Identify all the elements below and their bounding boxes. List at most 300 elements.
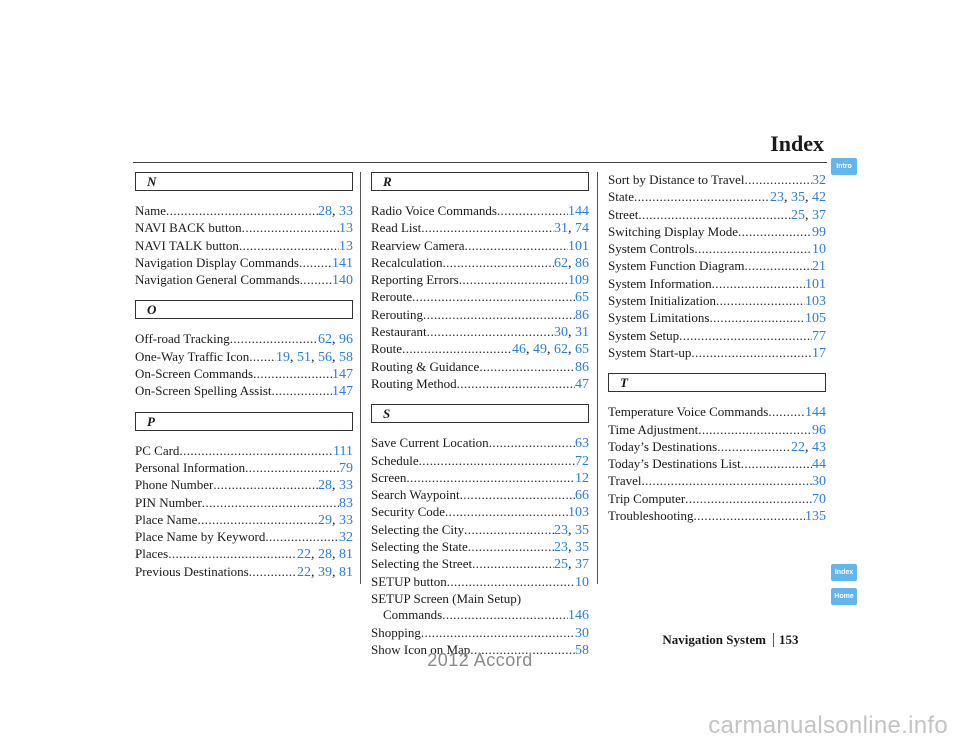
page-link[interactable]: 42 xyxy=(812,190,826,206)
page-references: 29, 33 xyxy=(318,512,353,528)
page-link[interactable]: 19 xyxy=(276,349,290,365)
page-link[interactable]: 147 xyxy=(332,367,353,383)
dot-leader xyxy=(479,359,575,375)
page-references xyxy=(332,273,353,289)
page-link[interactable]: 35 xyxy=(575,522,589,538)
page-references xyxy=(805,277,826,293)
page-references xyxy=(575,436,589,452)
index-term: PC Card xyxy=(135,442,180,458)
page-references xyxy=(568,273,589,289)
index-entry-reporting-errors xyxy=(371,272,589,289)
dot-leader xyxy=(412,289,575,305)
page-references xyxy=(575,308,589,324)
footer-divider xyxy=(773,633,774,647)
dot-leader xyxy=(427,324,554,340)
page-references xyxy=(575,360,589,376)
page-references xyxy=(812,259,826,275)
page-link[interactable]: 17 xyxy=(812,345,826,361)
page-link[interactable]: 103 xyxy=(805,294,826,310)
dot-leader xyxy=(249,564,297,580)
page-link[interactable]: 22 xyxy=(297,564,311,580)
page-references xyxy=(805,294,826,310)
dot-leader xyxy=(445,504,568,520)
index-entry-on-screen-spelling-assist xyxy=(135,383,353,400)
page-references xyxy=(805,509,826,525)
section-letter-s: S xyxy=(371,404,589,423)
index-entry-screen xyxy=(371,470,589,487)
index-term: Security Code xyxy=(371,504,446,520)
index-entry-temperature-voice-commands xyxy=(608,404,826,421)
page-link[interactable]: 66 xyxy=(575,488,589,504)
page-link[interactable]: 79 xyxy=(339,460,353,476)
index-term: Save Current Location xyxy=(371,435,489,451)
index-term: Selecting the State xyxy=(371,539,468,555)
index-term: Reroute xyxy=(371,289,413,305)
page-references: 22, 28, 81 xyxy=(297,547,353,563)
page-link[interactable]: 58 xyxy=(575,642,589,658)
dot-leader xyxy=(489,435,575,451)
page-link[interactable]: 135 xyxy=(805,509,826,525)
index-term: Today’s Destinations xyxy=(608,438,718,454)
page-link[interactable]: 74 xyxy=(575,221,589,237)
page-link[interactable]: 70 xyxy=(812,491,826,507)
section-letter-n: N xyxy=(135,172,353,191)
page-references: 30, 31 xyxy=(554,325,589,341)
page-link[interactable]: 30 xyxy=(812,474,826,490)
index-term: Navigation Display Commands xyxy=(135,254,299,270)
index-entry-previous-destinations xyxy=(135,564,353,581)
page-references xyxy=(805,311,826,327)
index-term: Routing Method xyxy=(371,375,457,391)
index-entry-today-s-destinations xyxy=(608,439,826,456)
index-term: State xyxy=(608,189,634,205)
index-term: Navigation General Commands xyxy=(135,272,300,288)
page-link[interactable]: 83 xyxy=(339,495,353,511)
index-term: Screen xyxy=(371,469,407,485)
dot-leader xyxy=(459,272,568,288)
section-letter-t: T xyxy=(608,373,826,392)
page-references xyxy=(575,575,589,591)
index-entry-navi-back-button xyxy=(135,220,353,237)
index-entry-places xyxy=(135,546,353,563)
page-link[interactable]: 35 xyxy=(791,190,805,206)
index-entry-navigation-general-commands xyxy=(135,272,353,289)
dot-leader xyxy=(168,546,297,562)
index-entry-state xyxy=(608,189,826,206)
dot-leader xyxy=(464,238,568,254)
page-link[interactable]: 144 xyxy=(805,405,826,421)
index-term: Previous Destinations xyxy=(135,563,249,579)
dot-leader xyxy=(421,220,554,236)
index-term: Places xyxy=(135,546,169,562)
page-references: 23, 35, 42 xyxy=(770,190,826,206)
index-entry-troubleshooting xyxy=(608,508,826,525)
page-link[interactable]: 62 xyxy=(318,332,332,348)
page-title: Index xyxy=(770,131,824,156)
index-term: Rerouting xyxy=(371,306,423,322)
page-link[interactable]: 141 xyxy=(332,255,353,271)
dot-leader xyxy=(265,529,339,545)
dot-leader xyxy=(402,341,512,357)
index-entry-save-current-location xyxy=(371,435,589,452)
index-entry-system-limitations xyxy=(608,310,826,327)
dot-leader xyxy=(230,331,318,347)
page-link[interactable]: 99 xyxy=(812,224,826,240)
page-references xyxy=(339,239,353,255)
index-term: Routing & Guidance xyxy=(371,358,480,374)
page-link[interactable]: 13 xyxy=(339,238,353,254)
page-references xyxy=(575,454,589,470)
index-term: On-Screen Spelling Assist xyxy=(135,383,272,399)
index-entry-system-function-diagram xyxy=(608,258,826,275)
index-entry-travel xyxy=(608,473,826,490)
index-term: One-Way Traffic Icon xyxy=(135,348,250,364)
page-references xyxy=(575,290,589,306)
index-entry-search-waypoint xyxy=(371,487,589,504)
index-tab-button[interactable]: Index xyxy=(831,564,857,581)
index-term: Off-road Tracking xyxy=(135,331,230,347)
page-link[interactable]: 96 xyxy=(339,332,353,348)
index-entry-selecting-the-city xyxy=(371,522,589,539)
page-link[interactable]: 65 xyxy=(575,342,589,358)
dot-leader xyxy=(447,574,575,590)
index-term: System Setup xyxy=(608,327,680,343)
page-references xyxy=(812,173,826,189)
index-term: Selecting the Street xyxy=(371,556,473,572)
section-letter-o: O xyxy=(135,300,353,319)
page-references xyxy=(568,204,589,220)
page-references xyxy=(575,471,589,487)
index-column-2 xyxy=(371,172,589,659)
index-column-1 xyxy=(135,172,353,581)
index-term: Travel xyxy=(608,473,642,489)
dot-leader xyxy=(202,495,339,511)
index-term: Place Name xyxy=(135,511,198,527)
dot-leader xyxy=(419,453,575,469)
index-entry-routing-method xyxy=(371,376,589,393)
index-term: Show Icon on Map xyxy=(371,641,471,657)
page-references xyxy=(812,492,826,508)
page-link[interactable]: 43 xyxy=(812,439,826,455)
page-link[interactable]: 62 xyxy=(554,255,568,271)
index-entry-system-start-up xyxy=(608,345,826,362)
page-link[interactable]: 81 xyxy=(339,547,353,563)
intro-tab-button[interactable]: Intro xyxy=(831,158,857,175)
column-divider xyxy=(597,172,598,584)
page-references xyxy=(568,505,589,521)
page-references xyxy=(805,405,826,421)
page-link[interactable]: 32 xyxy=(339,530,353,546)
dot-leader xyxy=(179,443,333,459)
index-term: System Function Diagram xyxy=(608,258,745,274)
index-term: Place Name by Keyword xyxy=(135,529,266,545)
dot-leader xyxy=(691,345,812,361)
index-entry-navi-talk-button xyxy=(135,238,353,255)
page-link[interactable]: 37 xyxy=(812,207,826,223)
index-term: Search Waypoint xyxy=(371,487,460,503)
dot-leader xyxy=(197,512,318,528)
page-link[interactable]: 39 xyxy=(318,564,332,580)
dot-leader xyxy=(406,470,575,486)
page-link[interactable]: 109 xyxy=(568,273,589,289)
dot-leader xyxy=(166,203,318,219)
home-tab-button[interactable]: Home xyxy=(831,588,857,605)
dot-leader xyxy=(299,255,332,271)
page-references xyxy=(339,221,353,237)
index-entry-place-name-by-keyword xyxy=(135,529,353,546)
index-entry-system-controls xyxy=(608,241,826,258)
dot-leader xyxy=(472,556,554,572)
page-link[interactable]: 86 xyxy=(575,307,589,323)
page-link[interactable]: 32 xyxy=(812,173,826,188)
dot-leader xyxy=(712,276,805,292)
index-term: Personal Information xyxy=(135,459,246,475)
page-references xyxy=(575,488,589,504)
page-link[interactable]: 47 xyxy=(575,376,589,392)
index-term: Read List xyxy=(371,220,422,236)
page-link[interactable]: 105 xyxy=(805,311,826,327)
dot-leader xyxy=(245,460,339,476)
index-term: System Initialization xyxy=(608,293,716,309)
index-entry-routing-guidance xyxy=(371,359,589,376)
index-entry-read-list xyxy=(371,220,589,237)
index-term: Temperature Voice Commands xyxy=(608,404,769,420)
title-divider xyxy=(133,162,827,163)
index-term: Shopping xyxy=(371,624,421,640)
dot-leader xyxy=(442,607,568,623)
page-link[interactable]: 35 xyxy=(575,540,589,556)
page-link[interactable]: 103 xyxy=(568,505,589,521)
index-term: SETUP Screen (Main Setup) xyxy=(371,590,522,606)
index-term: NAVI TALK button xyxy=(135,237,239,253)
page-link[interactable]: 72 xyxy=(575,453,589,469)
page-link[interactable]: 33 xyxy=(339,204,353,219)
index-entry-system-information xyxy=(608,276,826,293)
dot-leader xyxy=(242,220,339,236)
index-entry-radio-voice-commands xyxy=(371,203,589,220)
index-entry-name xyxy=(135,203,353,220)
index-entry-time-adjustment xyxy=(608,422,826,439)
index-term: Selecting the City xyxy=(371,521,465,537)
index-term: Street xyxy=(608,206,639,222)
page-link[interactable]: 63 xyxy=(575,436,589,452)
page-link[interactable]: 31 xyxy=(554,221,568,237)
index-entry-setup-screen-main-setup xyxy=(371,607,589,624)
index-term: SETUP button xyxy=(371,573,447,589)
page-references xyxy=(812,329,826,345)
page-link[interactable]: 146 xyxy=(568,608,589,624)
index-entry-trip-computer xyxy=(608,491,826,508)
dot-leader xyxy=(497,203,568,219)
index-entry-personal-information xyxy=(135,460,353,477)
page-link[interactable]: 58 xyxy=(339,349,353,365)
index-entry-street xyxy=(608,207,826,224)
dot-leader xyxy=(738,224,812,240)
index-entry-restaurant xyxy=(371,324,589,341)
page-link[interactable]: 25 xyxy=(791,207,805,223)
page-references xyxy=(812,474,826,490)
dot-leader xyxy=(213,477,318,493)
dot-leader xyxy=(468,539,554,555)
index-term: Sort by Distance to Travel xyxy=(608,172,745,187)
index-entry-pc-card xyxy=(135,443,353,460)
index-entry-security-code xyxy=(371,504,589,521)
dot-leader xyxy=(253,366,332,382)
page-link[interactable]: 30 xyxy=(575,625,589,641)
index-entry-off-road-tracking xyxy=(135,331,353,348)
index-entry-one-way-traffic-icon xyxy=(135,349,353,366)
dot-leader xyxy=(717,439,791,455)
page-references: 22, 39, 81 xyxy=(297,564,353,580)
page-link[interactable]: 37 xyxy=(575,557,589,573)
page-references: 22, 43 xyxy=(791,439,826,455)
dot-leader xyxy=(745,258,813,274)
dot-leader xyxy=(698,422,812,438)
page-link[interactable]: 62 xyxy=(554,342,568,358)
page-link[interactable]: 10 xyxy=(812,242,826,258)
page-link[interactable]: 22 xyxy=(297,547,311,563)
page-number: 153 xyxy=(779,632,799,647)
dot-leader xyxy=(768,404,805,420)
page-link[interactable]: 49 xyxy=(533,342,547,358)
index-term: Name xyxy=(135,203,167,218)
dot-leader xyxy=(634,189,770,205)
page-link[interactable]: 28 xyxy=(318,478,332,494)
page-references xyxy=(339,461,353,477)
page-link[interactable]: 46 xyxy=(512,342,526,358)
page-references: 62, 86 xyxy=(554,255,589,271)
page-link[interactable]: 81 xyxy=(339,564,353,580)
index-entry-selecting-the-street xyxy=(371,556,589,573)
page-link[interactable]: 96 xyxy=(812,422,826,438)
page-references xyxy=(812,423,826,439)
page-link[interactable]: 65 xyxy=(575,290,589,306)
page-link[interactable]: 44 xyxy=(812,457,826,473)
index-entry-navigation-display-commands xyxy=(135,255,353,272)
page-references: 23, 35 xyxy=(554,522,589,538)
page-link[interactable]: 30 xyxy=(554,325,568,341)
page-references xyxy=(568,608,589,624)
dot-leader xyxy=(741,456,812,472)
footer-section-label: Navigation System xyxy=(662,632,766,647)
index-entry-reroute xyxy=(371,289,589,306)
page-link[interactable]: 101 xyxy=(805,276,826,292)
index-entry-today-s-destinations-list xyxy=(608,456,826,473)
dot-leader xyxy=(709,310,805,326)
page-link[interactable]: 111 xyxy=(333,443,353,459)
page-link[interactable]: 56 xyxy=(318,349,332,365)
index-term: Rearview Camera xyxy=(371,237,465,253)
index-term: NAVI BACK button xyxy=(135,220,242,236)
page-link[interactable]: 22 xyxy=(791,439,805,455)
page-link[interactable]: 10 xyxy=(575,574,589,590)
index-term: Phone Number xyxy=(135,477,214,493)
index-term: Radio Voice Commands xyxy=(371,203,497,218)
index-term: Trip Computer xyxy=(608,490,686,506)
index-term: Reporting Errors xyxy=(371,272,459,288)
dot-leader xyxy=(421,625,575,641)
page-references xyxy=(332,256,353,272)
dot-leader xyxy=(442,255,554,271)
page-link[interactable]: 21 xyxy=(812,259,826,275)
page-link[interactable]: 25 xyxy=(554,557,568,573)
page-link[interactable]: 101 xyxy=(568,238,589,254)
page-link[interactable]: 31 xyxy=(575,325,589,341)
page-link[interactable]: 86 xyxy=(575,359,589,375)
page-link[interactable]: 23 xyxy=(554,540,568,556)
page-link[interactable]: 144 xyxy=(568,204,589,219)
page-references xyxy=(812,225,826,241)
page-link[interactable]: 140 xyxy=(332,273,353,289)
page-link[interactable]: 12 xyxy=(575,470,589,486)
index-term: System Information xyxy=(608,275,712,291)
page-references: 28, 33 xyxy=(318,204,353,219)
page-link[interactable]: 147 xyxy=(332,384,353,400)
page-references: 46, 49, 62, 65 xyxy=(512,342,589,358)
index-entry-schedule xyxy=(371,453,589,470)
page-link[interactable]: 23 xyxy=(554,522,568,538)
page-link[interactable]: 51 xyxy=(297,349,311,365)
page-references: 25, 37 xyxy=(554,557,589,573)
model-label: 2012 Accord xyxy=(427,650,533,670)
index-term: System Start-up xyxy=(608,344,692,360)
page-link[interactable]: 33 xyxy=(339,478,353,494)
index-entry-place-name xyxy=(135,512,353,529)
index-term: Schedule xyxy=(371,452,419,468)
index-entry-pin-number xyxy=(135,495,353,512)
page-link[interactable]: 86 xyxy=(575,255,589,271)
watermark: carmanualsonline.info xyxy=(708,712,948,739)
page-references xyxy=(333,444,353,460)
index-entry-phone-number xyxy=(135,477,353,494)
page-references xyxy=(568,239,589,255)
dot-leader xyxy=(423,307,575,323)
page-link[interactable]: 29 xyxy=(318,512,332,528)
index-entry-sort-by-distance-to-travel xyxy=(608,172,826,189)
index-term: Switching Display Mode xyxy=(608,223,738,239)
page-link[interactable]: 23 xyxy=(770,190,784,206)
dot-leader xyxy=(249,349,276,365)
page-link[interactable]: 77 xyxy=(812,328,826,344)
page-references: 62, 96 xyxy=(318,332,353,348)
index-term: Restaurant xyxy=(371,324,427,340)
section-letter-r: R xyxy=(371,172,589,191)
dot-leader xyxy=(300,272,332,288)
index-term: Today’s Destinations List xyxy=(608,456,741,472)
dot-leader xyxy=(685,491,812,507)
dot-leader xyxy=(694,241,812,257)
dot-leader xyxy=(716,293,805,309)
index-term: Troubleshooting xyxy=(608,508,694,524)
index-entry-system-initialization xyxy=(608,293,826,310)
index-entry-rearview-camera xyxy=(371,238,589,255)
index-term: PIN Number xyxy=(135,494,202,510)
index-column-3 xyxy=(608,172,826,525)
page-link[interactable]: 13 xyxy=(339,221,353,237)
index-term: Route xyxy=(371,341,403,357)
index-entry-switching-display-mode xyxy=(608,224,826,241)
page-link[interactable]: 28 xyxy=(318,547,332,563)
page-link[interactable]: 33 xyxy=(339,512,353,528)
page-references: 19, 51, 56, 58 xyxy=(276,349,353,365)
index-entry-recalculation xyxy=(371,255,589,272)
page-references xyxy=(575,626,589,642)
index-term: Recalculation xyxy=(371,254,443,270)
index-term: Time Adjustment xyxy=(608,421,699,437)
page-references xyxy=(575,377,589,393)
dot-leader xyxy=(641,473,812,489)
page-link[interactable]: 28 xyxy=(318,204,332,219)
